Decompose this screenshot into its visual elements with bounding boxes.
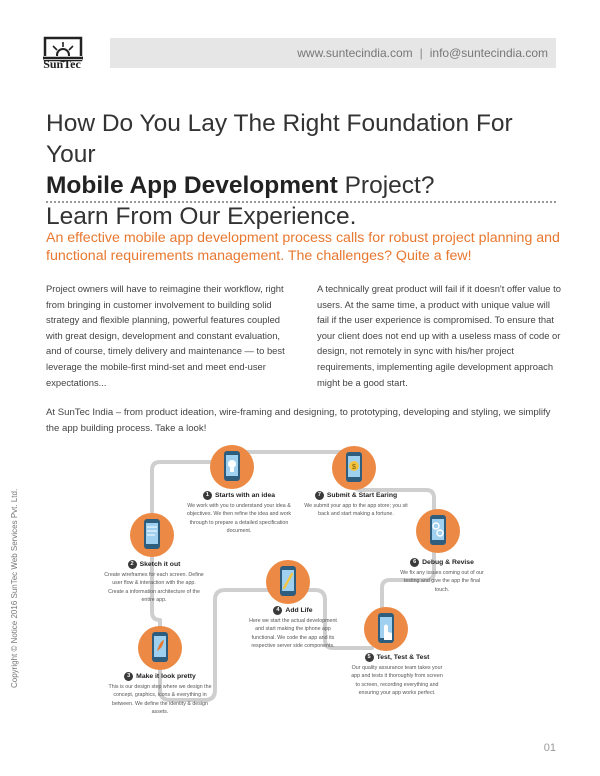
- step-number: 4: [273, 606, 282, 615]
- dollar-coin-icon: [332, 446, 376, 490]
- step-number: 7: [315, 491, 324, 500]
- step-6: [396, 558, 488, 594]
- step-description: Create wireframes for each screen. Define user flow & interaction with the app. Create a information architecture of the entire app.: [104, 572, 204, 604]
- step-title: Make it look pretty: [136, 673, 196, 680]
- subheading: An effective mobile app development process calls for robust project planning and functional requirements management. The challenges? Quite a few!: [46, 230, 560, 264]
- website-link[interactable]: www.suntecindia.com: [297, 46, 413, 60]
- step-number: 6: [410, 558, 419, 567]
- title-rest: Project?: [337, 172, 435, 199]
- wrench-icon: [266, 560, 310, 604]
- step-1: [186, 491, 292, 536]
- step-title: Submit & Start Earing: [326, 492, 398, 499]
- step-title: Test, Test & Test: [376, 654, 430, 661]
- email-link[interactable]: info@suntecindia.com: [429, 46, 548, 60]
- step-number: 1: [203, 491, 212, 500]
- copyright-text: Copyright © Notice 2016 SunTec Web Services Pvt. Ltd.: [10, 488, 19, 688]
- step-description: This is our design step where we design the concept, graphics, icons & everything in between. We define the identity & design assets.: [108, 684, 212, 716]
- step-5: [349, 653, 445, 698]
- step-title: Sketch it out: [139, 561, 181, 568]
- title-line-3: Learn From Our Experience.: [46, 203, 357, 230]
- step-description: Here we start the actual development and start making the iphone app functional. We code the app and its respective server side components.: [249, 618, 337, 650]
- step-title: Starts with an idea: [214, 492, 276, 499]
- hand-touch-icon: [364, 607, 408, 651]
- step-title: Add Life: [285, 607, 313, 614]
- logo-wordmark: SunTec: [43, 57, 81, 71]
- step-description: We work with you to understand your idea & objectives. We then refine the idea and work through to prepare a detailed specification document.: [186, 503, 292, 535]
- step-number: 2: [128, 560, 137, 569]
- step-4: [244, 606, 342, 651]
- paintbrush-icon: [138, 626, 182, 670]
- wireframe-icon: [130, 513, 174, 557]
- title-bold: Mobile App Development: [46, 172, 338, 199]
- paragraph-right: A technically great product will fail if it doesn't offer value to users. At the same time, a product with unique value will fail if the user experience is compromised. To ensure that your client does not end up with a useless mass of code or design, not remotely in sync with his/her project requirements, implementing agile development approach might be a good start.: [317, 283, 561, 388]
- step-title: Debug & Revise: [422, 559, 474, 566]
- step-7: [303, 491, 409, 519]
- gears-icon: [416, 509, 460, 553]
- paragraph-left: Project owners will have to reimagine their workflow, right from bringing in customer involvement to building solid strategy and flexible planning, powerful features coupled with great design, development and constant evaluation, and of course, timely delivery and maintenance — to best leverage the mobile-first mind-set and meet end-user expectations...: [46, 283, 285, 388]
- step-description: We submit your app to the app store; you sit back and start making a fortune.: [304, 503, 408, 518]
- contact-separator: |: [419, 46, 423, 60]
- page-number: 01: [543, 742, 556, 754]
- title-line-1: How Do You Lay The Right Foundation For Your: [46, 110, 513, 168]
- step-description: We fix any issues coming out of our testing and give the app the final touch.: [400, 570, 484, 593]
- svg-text:$: $: [352, 464, 356, 471]
- step-2: [104, 560, 204, 605]
- intro-paragraph: At SunTec India – from product ideation, wire-framing and designing, to prototyping, developing and styling, we simplify the app building process. Take a look!: [46, 407, 551, 434]
- lightbulb-icon: [210, 445, 254, 489]
- step-3: [104, 672, 216, 717]
- step-number: 5: [365, 653, 374, 662]
- step-description: Our quality assurance team takes your app and tests it thoroughly from screen to screen, recording everything and ensuring your app works perfect.: [351, 665, 443, 697]
- step-number: 3: [124, 672, 133, 681]
